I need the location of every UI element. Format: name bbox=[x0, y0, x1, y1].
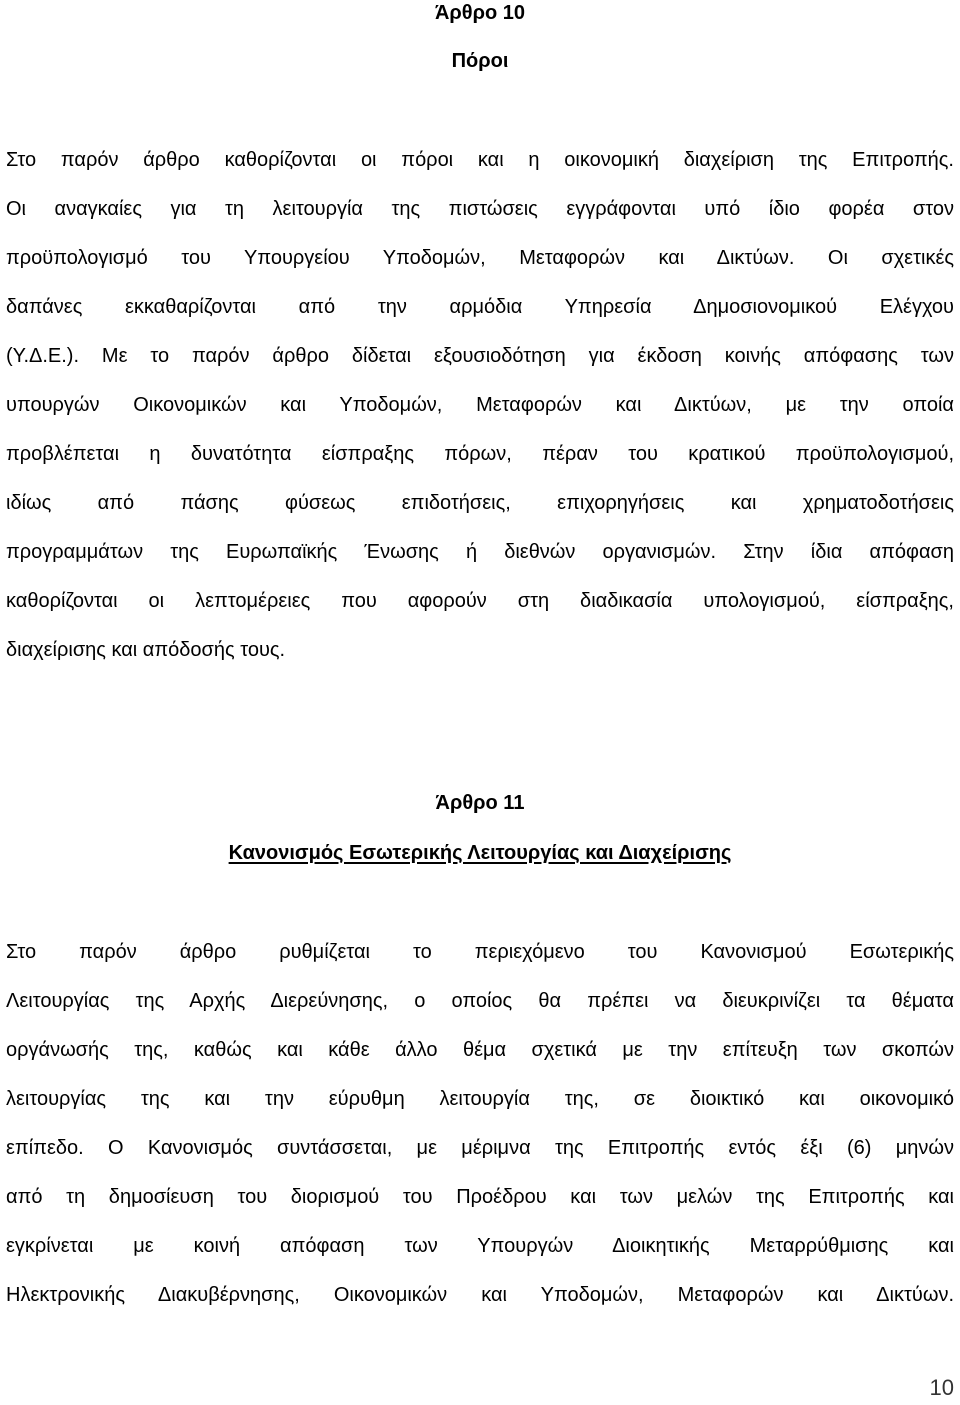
article-11-line-2: Λειτουργίας της Αρχής Διερεύνησης, ο οποίος θα πρέπει να διευκρινίζει τα θέματα bbox=[6, 990, 954, 1012]
article-11-line-3: οργάνωσής της, καθώς και κάθε άλλο θέμα σχετικά με την επίτευξη των σκοπών bbox=[6, 1039, 954, 1061]
page-number: 10 bbox=[929, 1375, 954, 1400]
article-10-line-11: διαχείρισης και απόδοσής τους. bbox=[6, 639, 286, 661]
article-11-line-8: Ηλεκτρονικής Διακυβέρνησης, Οικονομικών και Υποδομών, Μεταφορών και Δικτύων. bbox=[6, 1284, 954, 1306]
article-10-line-9: προγραμμάτων της Ευρωπαϊκής Ένωσης ή διεθνών οργανισμών. Στην ίδια απόφαση bbox=[6, 541, 954, 563]
article-10-body bbox=[6, 136, 954, 675]
article-11-line-5: επίπεδο. Ο Κανονισμός συντάσσεται, με μέριμνα της Επιτροπής εντός έξι (6) μηνών bbox=[6, 1137, 954, 1159]
article-10-line-6: υπουργών Οικονομικών και Υποδομών, Μεταφορών και Δικτύων, με την οποία bbox=[6, 394, 954, 416]
article-11-title: Κανονισμός Εσωτερικής Λειτουργίας και Διαχείρισης bbox=[228, 842, 732, 864]
article-10-line-1: Στο παρόν άρθρο καθορίζονται οι πόροι και η οικονομική διαχείριση της Επιτροπής. bbox=[6, 149, 954, 171]
article-10-line-8: ιδίως από πάσης φύσεως επιδοτήσεις, επιχορηγήσεις και χρηματοδοτήσεις bbox=[6, 492, 954, 514]
article-10-line-10: καθορίζονται οι λεπτομέρειες που αφορούν στη διαδικασία υπολογισμού, είσπραξης, bbox=[6, 590, 954, 612]
article-10-line-5: (Υ.Δ.Ε.). Με το παρόν άρθρο δίδεται εξουσιοδότηση για έκδοση κοινής απόφασης των bbox=[6, 345, 954, 367]
article-10-line-7: προβλέπεται η δυνατότητα είσπραξης πόρων, πέραν του κρατικού προϋπολογισμού, bbox=[6, 443, 954, 465]
article-10-number: Άρθρο 10 bbox=[434, 2, 526, 24]
article-11-line-7: εγκρίνεται με κοινή απόφαση των Υπουργών Διοικητικής Μεταρρύθμισης και bbox=[6, 1235, 954, 1257]
article-11-body bbox=[6, 928, 954, 1320]
article-11-line-4: λειτουργίας της και την εύρυθμη λειτουργία της, σε διοικτικό και οικονομικό bbox=[6, 1088, 954, 1110]
article-11-line-1: Στο παρόν άρθρο ρυθμίζεται το περιεχόμενο του Κανονισμού Εσωτερικής bbox=[6, 941, 954, 963]
article-11-number: Άρθρο 11 bbox=[435, 792, 525, 814]
article-10-line-3: προϋπολογισμό του Υπουργείου Υποδομών, Μεταφορών και Δικτύων. Οι σχετικές bbox=[6, 247, 954, 269]
article-10-line-2: Οι αναγκαίες για τη λειτουργία της πιστώσεις εγγράφονται υπό ίδιο φορέα στον bbox=[6, 198, 954, 220]
article-10-title: Πόροι bbox=[451, 50, 509, 72]
article-10-line-4: δαπάνες εκκαθαρίζονται από την αρμόδια Υπηρεσία Δημοσιονομικού Ελέγχου bbox=[6, 296, 954, 318]
article-11-line-6: από τη δημοσίευση του διορισμού του Προέδρου και των μελών της Επιτροπής και bbox=[6, 1186, 954, 1208]
